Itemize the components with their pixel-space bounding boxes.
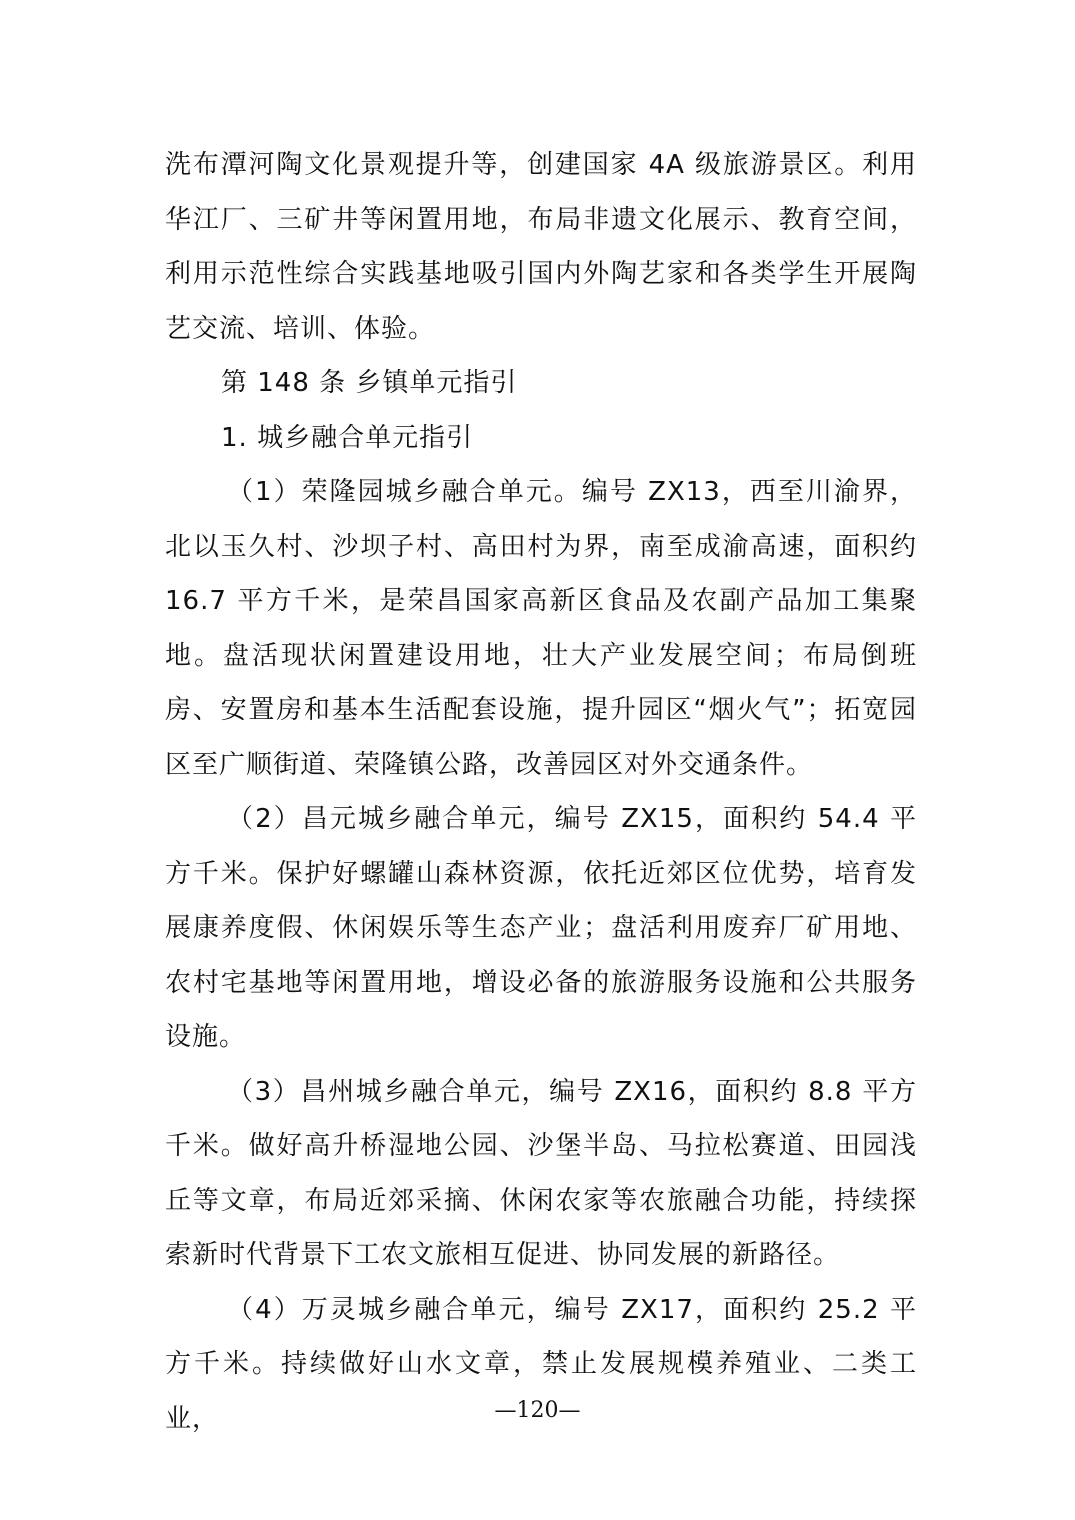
article-heading: 第 148 条 乡镇单元指引: [221, 368, 518, 398]
body-text: [165, 138, 917, 1446]
paragraph-zx16: （3）昌州城乡融合单元，编号 ZX16，面积约 8.8 平方千米。做好高升桥湿地公园、沙堡半岛、马拉松赛道、田园浅丘等文章，布局近郊采摘、休闲农家等农旅融合功能，持续探索新时代背景下工农文旅相互促进、协同发展的新路径。: [165, 1076, 917, 1270]
paragraph-continuation: 洗布潭河陶文化景观提升等，创建国家 4A 级旅游景区。利用华江厂、三矿井等闲置用地，布局非遗文化展示、教育空间，利用示范性综合实践基地吸引国内外陶艺家和各类学生开展陶艺交流、培训、体验。: [165, 150, 917, 344]
section-heading: 1. 城乡融合单元指引: [221, 422, 474, 453]
paragraph-zx17: （4）万灵城乡融合单元，编号 ZX17，面积约 25.2 平方千米。持续做好山水文章，禁止发展规模养殖业、二类工业，: [165, 1294, 917, 1434]
paragraph-zx15: （2）昌元城乡融合单元，编号 ZX15，面积约 54.4 平方千米。保护好螺罐山森林资源，依托近郊区位优势，培育发展康养度假、休闲娱乐等生态产业；盘活利用废弃厂矿用地、农村宅基地等闲置用地，增设必备的旅游服务设施和公共服务设施。: [165, 804, 917, 1052]
page-number: —120—: [494, 1398, 581, 1423]
paragraph-zx13: （1）荣隆园城乡融合单元。编号 ZX13，西至川渝界，北以玉久村、沙坝子村、高田村为界，南至成渝高速，面积约 16.7 平方千米，是荣昌国家高新区食品及农副产品加工集聚地。盘活现状闲置建设用地，壮大产业发展空间；布局倒班房、安置房和基本生活配套设施，提升园区“烟火气”；拓宽园区至广顺街道、荣隆镇公路，改善园区对外交通条件。: [165, 477, 917, 780]
